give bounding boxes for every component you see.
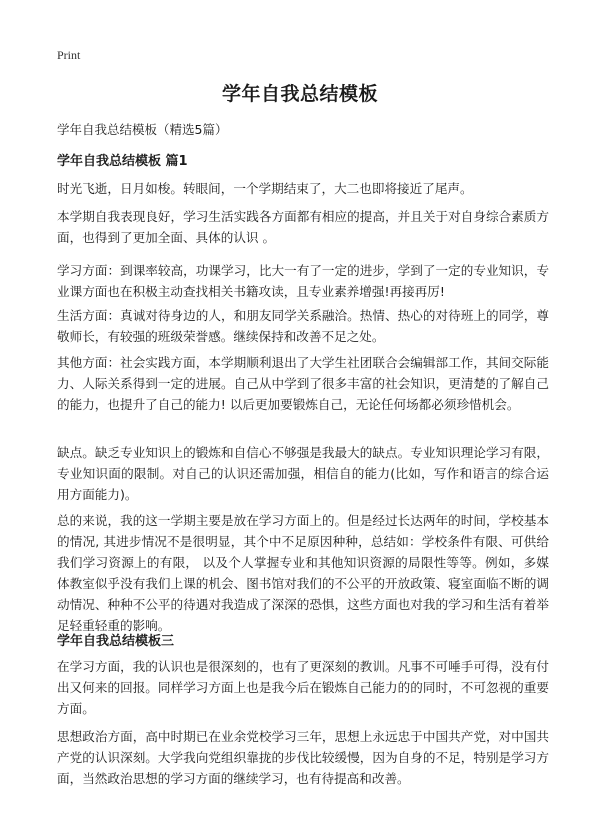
section-heading-2: 学年自我总结模板三: [57, 634, 175, 649]
document-subtitle: 学年自我总结模板（精选5篇）: [57, 122, 228, 137]
paragraph: 总的来说，我的这一学期主要是放在学习方面上的。但是经过长达两年的时间，学校基本的情况, 其进步情况不是很明显，其个中不足原因种种，总结如：学校条件有限、可供给我们学习资源上的有限， 以及个人掌握专业和其他知识资源的局限性等等。例如，多媒体教室似乎没有我们上课的机会、图书馆对我们的不公平的开放政策、寝室面临不断的调动情况、种种不公平的待遇对我造成了深深的恐惧，这些方面也对我的学习和生活有着举足轻重轻重的影响。: [57, 513, 549, 633]
paragraph: 在学习方面，我的认识也是很深刻的，也有了更深刻的教训。凡事不可唾手可得，没有付出又何来的回报。同样学习方面上也是我今后在锻炼自己能力的的同时，不可忽视的重要方面。: [57, 659, 549, 716]
paragraph: 思想政治方面，高中时期已在业余党校学习三年，思想上永远忠于中国共产党，对中国共产党的认识深刻。大学我向党组织靠拢的步伐比较缓慢，因为自身的不足，特别是学习方面，当然政治思想的学习方面的继续学习，也有待提高和改善。: [57, 729, 549, 786]
paragraph: 缺点。缺乏专业知识上的锻炼和自信心不够强是我最大的缺点。专业知识理论学习有限，专业知识面的限制。对自己的认识还需加强，相信自的能力(比如，写作和语言的综合运用方面能力)。: [57, 445, 549, 502]
paragraph: 学习方面：到课率较高，功课学习，比大一有了一定的进步，学到了一定的专业知识，专业课方面也在积极主动查找相关书籍攻读，且专业素养增强!再接再厉!: [57, 263, 549, 299]
paragraph: 时光飞逝，日月如梭。转眼间，一个学期结束了，大二也即将接近了尾声。: [57, 181, 473, 196]
print-label[interactable]: Print: [57, 48, 81, 62]
paragraph: 本学期自我表现良好，学习生活实践各方面都有相应的提高，并且关于对自身综合素质方面，也得到了更加全面、具体的认识 。: [57, 209, 549, 245]
page-title: 学年自我总结模板: [221, 83, 378, 105]
paragraph: 生活方面：真诚对待身边的人，和朋友同学关系融洽。热情、热心的对待班上的同学，尊敬师长，有较强的班级荣誉感。继续保持和改善不足之处。: [57, 308, 549, 344]
section-heading-1: 学年自我总结模板 篇1: [57, 154, 188, 169]
paragraph: 其他方面：社会实践方面，本学期顺利退出了大学生社团联合会编辑部工作，其间交际能力、人际关系得到一定的进展。自己从中学到了很多丰富的社会知识，更清楚的了解自己的能力，也提升了自己的能力! 以后更加要锻炼自己，无论任何场都必须珍惜机会。: [57, 355, 549, 412]
